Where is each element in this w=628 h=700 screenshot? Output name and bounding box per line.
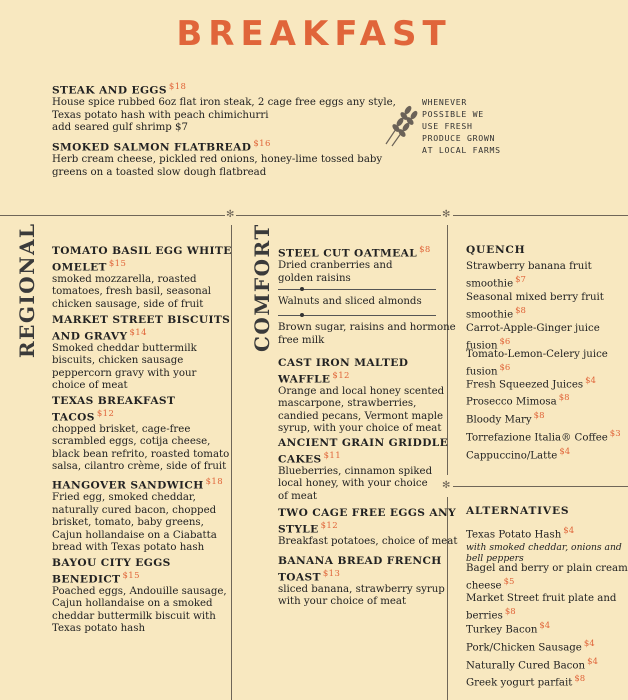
drink-price: $4	[583, 639, 595, 649]
item-desc: golden raisins	[278, 272, 351, 284]
drink-price: $5	[503, 576, 515, 587]
drink-name-text: Fresh Squeezed Juices	[466, 379, 584, 391]
divider-line	[453, 486, 628, 487]
drink-item	[466, 428, 621, 445]
item-desc: chopped brisket, cage-free	[52, 423, 191, 435]
drink-name	[466, 620, 550, 637]
drink-name-text: Tomato-Lemon-Celery juice	[466, 349, 608, 360]
local-farms-note	[422, 96, 501, 156]
wheat-icon	[380, 98, 420, 148]
note-line: WHENEVER	[422, 97, 468, 107]
item-price: $8	[419, 245, 431, 255]
drink-name	[466, 576, 628, 593]
item-name: AND GRAVY	[52, 330, 128, 343]
drink-price: $7	[515, 274, 526, 285]
drink-name-text: Naturally Cured Bacon	[466, 660, 586, 672]
item-desc: syrup, with your choice of meat	[278, 423, 442, 435]
drink-name-text: Cappuccino/Latte	[466, 450, 558, 462]
item-name: TOMATO BASIL EGG WHITE	[52, 245, 232, 257]
drink-item	[466, 563, 628, 593]
drink-name	[466, 349, 608, 362]
drink-name	[466, 375, 596, 392]
drink-name-text: Greek yogurt parfait	[466, 677, 573, 689]
option-dot	[300, 287, 304, 291]
drink-name-text: Bagel and berry or plain cream	[466, 563, 628, 574]
drink-item	[466, 375, 596, 392]
item-name: BAYOU CITY EGGS	[52, 557, 171, 569]
item-price: $14	[129, 327, 147, 338]
note-line: AT LOCAL FARMS	[422, 145, 501, 155]
drink-price: $6	[499, 362, 511, 373]
drink-name-text: fusion	[466, 365, 498, 377]
drink-name	[466, 274, 592, 291]
menu-title-text: BREAKFAST	[176, 14, 452, 54]
drink-price: $8	[504, 606, 516, 617]
item-name: TWO CAGE FREE EGGS ANY	[278, 507, 457, 519]
drink-item	[466, 410, 545, 427]
item-desc: Texas potato hash with peach chimichurri	[52, 109, 269, 121]
drink-item	[466, 593, 616, 623]
divider-line	[0, 215, 225, 216]
item-desc: cheddar buttermilk biscuit with	[52, 610, 216, 622]
item-desc: Brown sugar, raisins and hormone	[278, 322, 456, 333]
item-desc: smoked mozzarella, roasted	[52, 273, 197, 285]
item-desc: greens on a toasted slow dough flatbread	[52, 166, 267, 178]
item-desc: Poached eggs, Andouille sausage,	[52, 585, 227, 597]
item-desc: black bean refrito, roasted tomato	[52, 448, 230, 460]
item-name: CAKES	[278, 453, 322, 466]
drink-name-text: Bloody Mary	[466, 414, 532, 426]
drink-name	[466, 673, 585, 690]
item-desc: add seared gulf shrimp $7	[52, 122, 188, 134]
ornament-icon: ✻	[442, 480, 451, 491]
item-desc: with your choice of meat	[278, 596, 407, 608]
drink-price: $8	[515, 305, 526, 316]
menu-item	[278, 507, 457, 548]
item-desc: choice of meat	[52, 380, 128, 392]
item-desc: Smoked cheddar buttermilk	[52, 342, 197, 354]
item-desc: Blueberries, cinnamon spiked	[278, 465, 433, 477]
item-desc: tomatoes, fresh basil, seasonal	[52, 286, 212, 298]
menu-item	[278, 437, 451, 503]
item-desc: biscuits, chicken sausage	[52, 355, 184, 367]
item-price: $12	[320, 520, 339, 531]
drink-name-text: cheese	[466, 579, 502, 591]
item-name: STYLE	[278, 523, 319, 536]
item-desc: Cajun hollandaise on a Ciabatta	[52, 529, 217, 541]
drink-name	[466, 428, 621, 445]
drink-name	[466, 525, 622, 542]
menu-item	[52, 395, 229, 474]
item-price: $16	[253, 139, 271, 149]
section-label-comfort: COMFORT	[250, 223, 274, 352]
drink-name	[466, 563, 628, 576]
alternatives-heading: ALTERNATIVES	[466, 505, 570, 517]
drink-name-text: Strawberry banana fruit	[466, 261, 592, 272]
drink-price: $8	[533, 411, 545, 421]
drink-name-text: berries	[466, 609, 503, 621]
option-dot	[300, 313, 304, 317]
drink-price: $4	[585, 376, 596, 386]
item-price: $15	[108, 258, 127, 269]
item-desc: Cajun hollandaise on a smoked	[52, 598, 213, 610]
item-price: $18	[205, 477, 224, 487]
item-desc: brisket, tomato, baby greens,	[52, 517, 204, 529]
drink-name	[466, 392, 570, 409]
drink-price: $6	[499, 336, 511, 347]
drink-name	[466, 593, 616, 606]
drink-name	[466, 446, 570, 463]
menu-title	[0, 14, 628, 54]
menu-item-smoked-salmon	[52, 138, 382, 179]
item-desc: local honey, with your choice	[278, 478, 428, 490]
item-name: BENEDICT	[52, 573, 121, 586]
drink-name-text: Pork/Chicken Sausage	[466, 642, 582, 654]
item-name: MARKET STREET BISCUITS	[52, 314, 231, 326]
item-desc: Texas potato hash	[52, 623, 146, 635]
item-name: STEEL CUT OATMEAL	[278, 247, 418, 260]
menu-item	[52, 245, 232, 311]
drink-name	[466, 292, 604, 305]
item-desc: sliced banana, strawberry syrup	[278, 583, 445, 595]
drink-price: $3	[609, 429, 621, 439]
drink-price: $4	[563, 526, 575, 536]
item-desc: bread with Texas potato hash	[52, 542, 205, 554]
item-desc: mascarpone, strawberries,	[278, 398, 417, 410]
note-line: PRODUCE GROWN	[422, 133, 496, 143]
quench-heading: QUENCH	[466, 244, 526, 256]
menu-item	[52, 314, 230, 393]
item-desc: Breakfast potatoes, choice of meat	[278, 535, 458, 547]
item-name: ANCIENT GRAIN GRIDDLE	[278, 437, 449, 449]
drink-name-text: Seasonal mixed berry fruit	[466, 292, 604, 303]
item-price: $15	[122, 570, 140, 581]
drink-name	[466, 323, 600, 336]
item-desc: Herb cream cheese, pickled red onions, honey-lime tossed baby	[52, 154, 383, 166]
drink-name-text: Carrot-Apple-Ginger juice	[466, 323, 600, 334]
section-label-regional: REGIONAL	[15, 222, 39, 358]
item-desc: Walnuts and sliced almonds	[278, 296, 422, 307]
drink-name-text: Market Street fruit plate and	[466, 593, 617, 604]
item-name: OMELET	[52, 261, 107, 274]
drink-name	[466, 410, 545, 427]
item-price: $13	[322, 568, 341, 579]
item-name: BANANA BREAD FRENCH	[278, 555, 442, 567]
item-name: SMOKED SALMON FLATBREAD	[52, 141, 252, 154]
drink-name-text: Torrefazione Italia® Coffee	[466, 432, 608, 444]
drink-name-text: Prosecco Mimosa	[466, 396, 557, 408]
item-desc: Dried cranberries and	[278, 260, 393, 272]
item-desc: Orange and local honey scented	[278, 385, 445, 397]
divider-line	[453, 215, 628, 216]
item-desc: free milk	[278, 334, 325, 346]
item-desc: chicken sausage, side of fruit	[52, 298, 204, 310]
item-desc: House spice rubbed 6oz flat iron steak, 2 cage free eggs any style,	[52, 97, 396, 109]
drink-name-text: Turkey Bacon	[466, 624, 538, 636]
item-desc: peppercorn gravy with your	[52, 367, 197, 379]
item-name: CAST IRON MALTED	[278, 357, 409, 369]
menu-item	[52, 476, 223, 555]
item-name: TACOS	[52, 411, 95, 424]
menu-item-steak-and-eggs	[52, 81, 396, 135]
note-line: POSSIBLE WE	[422, 109, 484, 119]
drink-name	[466, 305, 604, 322]
drink-name	[466, 656, 598, 673]
item-desc: naturally cured bacon, chopped	[52, 504, 217, 516]
drink-item	[466, 446, 570, 463]
item-name: HANGOVER SANDWICH	[52, 479, 204, 492]
drink-item	[466, 292, 604, 322]
drink-name-text: smoothie	[466, 277, 514, 289]
menu-item	[278, 357, 444, 436]
item-name: TOAST	[278, 571, 321, 584]
menu-item	[52, 557, 227, 636]
ornament-icon: ✻	[226, 209, 235, 220]
note-line: USE FRESH	[422, 121, 473, 131]
drink-item	[466, 525, 622, 564]
menu-item-oatmeal	[278, 244, 431, 285]
drink-item	[466, 620, 550, 637]
drink-name	[466, 261, 592, 274]
drink-item	[466, 656, 598, 673]
item-price: $18	[168, 82, 187, 92]
item-name: WAFFLE	[278, 373, 331, 386]
drink-price: $4	[587, 657, 598, 667]
item-price: $12	[332, 370, 350, 381]
item-price: $11	[323, 450, 342, 461]
item-name: STEAK AND EGGS	[52, 84, 167, 97]
item-desc: of meat	[278, 490, 317, 502]
drink-item	[466, 638, 595, 655]
item-desc: scrambled eggs, cotija cheese,	[52, 436, 211, 448]
item-desc: salsa, cilantro crème, side of fruit	[52, 461, 227, 473]
drink-name-text: smoothie	[466, 308, 514, 320]
drink-name	[466, 638, 595, 655]
item-name: TEXAS BREAKFAST	[52, 395, 176, 407]
option-text	[278, 322, 456, 347]
drink-name-text: fusion	[466, 339, 498, 351]
drink-price: $8	[558, 393, 570, 403]
item-desc: candied pecans, Vermont maple	[278, 410, 444, 422]
divider-line	[236, 215, 441, 216]
drink-subtext: with smoked cheddar, onions and	[466, 541, 622, 553]
drink-subtext: bell peppers	[466, 552, 524, 564]
drink-name-text: Texas Potato Hash	[466, 529, 562, 541]
drink-item	[466, 392, 570, 409]
menu-item	[278, 555, 445, 609]
item-desc: Fried egg, smoked cheddar,	[52, 492, 196, 504]
drink-price: $4	[539, 621, 551, 631]
drink-item	[466, 261, 592, 291]
item-price: $12	[96, 408, 115, 419]
ornament-icon: ✻	[442, 209, 451, 220]
drink-price: $4	[559, 447, 571, 457]
drink-item	[466, 673, 585, 690]
drink-price: $8	[574, 674, 586, 684]
